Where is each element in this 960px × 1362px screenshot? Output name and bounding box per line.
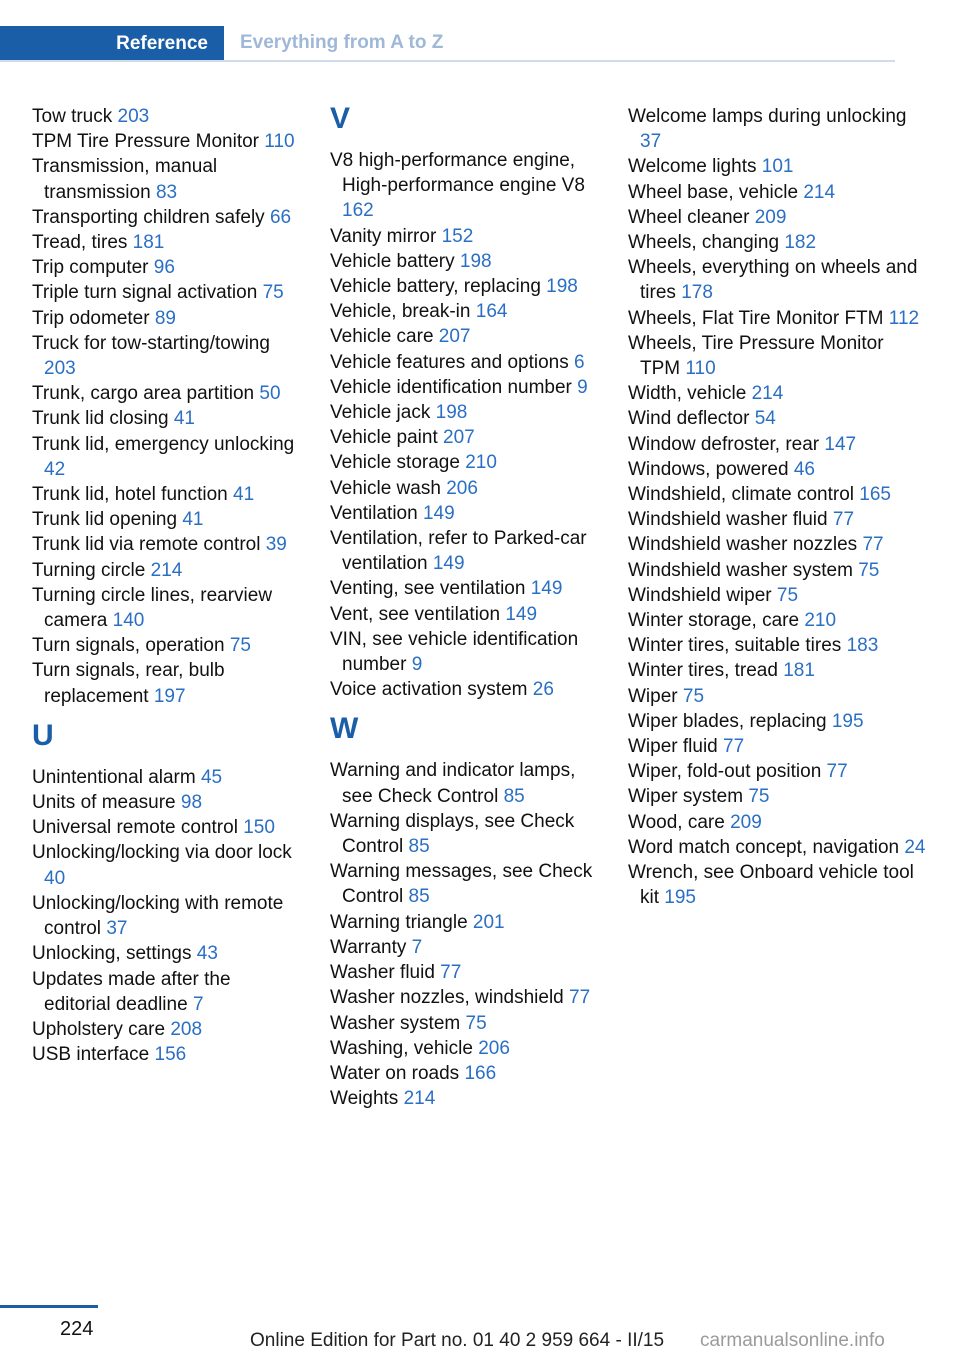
index-term: Windshield washer nozzles xyxy=(628,534,858,556)
index-term: Vehicle care xyxy=(330,326,434,348)
page-link[interactable]: 201 xyxy=(472,911,505,933)
index-entry xyxy=(628,633,928,658)
page-link[interactable]: 209 xyxy=(754,206,787,228)
index-entry xyxy=(628,180,928,205)
page-link[interactable]: 165 xyxy=(859,484,891,506)
index-term: Winter tires, tread xyxy=(628,660,778,682)
index-entry xyxy=(628,835,928,860)
page-link[interactable]: 181 xyxy=(132,232,165,254)
index-entry xyxy=(330,249,605,274)
index-term: Vehicle, break-in xyxy=(330,301,471,323)
index-entry xyxy=(32,280,302,305)
index-term: Washer nozzles, windshield xyxy=(330,987,564,1009)
page-link[interactable]: 77 xyxy=(826,761,848,783)
page-link[interactable]: 110 xyxy=(264,131,295,153)
page-link[interactable]: 6 xyxy=(574,351,585,373)
index-entry xyxy=(628,482,928,507)
index-term: Turn signals, operation xyxy=(32,635,225,657)
page-link[interactable]: 83 xyxy=(155,181,178,203)
index-entry xyxy=(628,306,928,331)
index-term: Warning displays, see Check Control xyxy=(330,810,575,858)
index-term: USB interface xyxy=(32,1044,150,1066)
index-column-3 xyxy=(628,104,928,911)
page-link[interactable]: 182 xyxy=(784,232,817,254)
index-entry xyxy=(628,709,928,734)
header-rule xyxy=(0,60,895,62)
page-link[interactable]: 85 xyxy=(408,886,430,908)
index-entry xyxy=(32,381,302,406)
index-entry xyxy=(628,104,928,154)
page-link[interactable]: 198 xyxy=(546,276,578,298)
page-link[interactable]: 77 xyxy=(862,534,884,556)
index-term: Warning messages, see Check Control xyxy=(330,861,593,908)
page-link[interactable]: 41 xyxy=(182,509,204,531)
index-term: Washing, vehicle xyxy=(330,1037,473,1059)
index-term: V8 high-performance engine, High-performance engine V8 xyxy=(330,150,585,197)
index-entry xyxy=(628,532,928,557)
index-term: Voice activation system xyxy=(330,679,528,701)
index-term: Trip odometer xyxy=(32,307,150,329)
index-entry xyxy=(32,815,302,840)
page-link[interactable]: 41 xyxy=(233,484,255,506)
index-entry xyxy=(32,941,302,966)
index-term: VIN, see vehicle identification number xyxy=(330,628,579,676)
page-link[interactable]: 9 xyxy=(411,654,423,676)
index-entry xyxy=(628,331,928,381)
tab-reference[interactable]: Reference xyxy=(0,26,224,62)
index-entry xyxy=(330,224,605,249)
index-term: Trunk lid, hotel function xyxy=(32,484,228,506)
index-entry xyxy=(330,910,605,935)
page-link[interactable]: 203 xyxy=(44,358,76,380)
index-term: Washer system xyxy=(330,1012,461,1034)
index-term: Wiper fluid xyxy=(628,736,718,758)
page-link[interactable]: 26 xyxy=(532,679,554,701)
index-term: Vehicle battery, replacing xyxy=(330,276,541,298)
index-entry xyxy=(628,507,928,532)
index-term: Wheels, Tire Pressure Monitor TPM xyxy=(628,332,884,380)
page-link[interactable]: 89 xyxy=(154,307,176,329)
page-link[interactable]: 149 xyxy=(422,502,455,524)
index-entry xyxy=(32,658,302,708)
page-link[interactable]: 183 xyxy=(846,635,879,657)
index-term: Wheel cleaner xyxy=(628,206,750,228)
index-entry xyxy=(330,375,605,400)
page-link[interactable]: 162 xyxy=(342,200,374,222)
index-entry xyxy=(330,809,605,859)
index-entry xyxy=(32,1042,302,1067)
index-letter-heading: U xyxy=(32,718,54,752)
index-term: Warranty xyxy=(330,936,407,958)
index-term: Unlocking/locking via door lock xyxy=(32,842,292,864)
page-link[interactable]: 214 xyxy=(751,383,784,405)
index-term: Welcome lights xyxy=(628,156,757,178)
index-term: Turn signals, rear, bulb replacement xyxy=(32,660,225,707)
index-term: Vehicle wash xyxy=(330,477,441,499)
index-entry xyxy=(32,790,302,815)
page-link[interactable]: 39 xyxy=(265,534,287,556)
index-term: Wheels, changing xyxy=(628,232,780,254)
page-link[interactable]: 164 xyxy=(475,301,508,323)
index-term: Winter tires, suitable tires xyxy=(628,635,842,657)
index-term: Trunk lid closing xyxy=(32,408,169,430)
index-entry xyxy=(628,255,928,305)
index-term: Wiper, fold-out position xyxy=(628,761,822,783)
page-link[interactable]: 85 xyxy=(503,785,525,807)
index-term: Venting, see ventilation xyxy=(330,578,526,600)
page-link[interactable]: 197 xyxy=(153,685,186,707)
page-link[interactable]: 110 xyxy=(685,358,716,380)
index-term: Wheels, everything on wheels and tires xyxy=(628,257,918,304)
index-term: Vehicle paint xyxy=(330,427,438,449)
index-entry xyxy=(32,331,302,381)
page-number: 224 xyxy=(60,1318,94,1340)
index-entry xyxy=(628,784,928,809)
page-link[interactable]: 96 xyxy=(153,257,175,279)
index-entry xyxy=(330,1086,605,1111)
index-entry xyxy=(628,658,928,683)
index-term: Universal remote control xyxy=(32,817,238,839)
page-link[interactable]: 75 xyxy=(262,282,284,304)
index-entry xyxy=(330,274,605,299)
index-letter-heading: V xyxy=(330,102,351,135)
index-term: Units of measure xyxy=(32,792,176,814)
page-link[interactable]: 206 xyxy=(446,477,478,499)
index-term: Triple turn signal activation xyxy=(32,282,258,304)
index-entry xyxy=(32,583,302,633)
page-link[interactable]: 7 xyxy=(192,993,204,1015)
page-link[interactable]: 42 xyxy=(44,458,66,480)
page-link[interactable]: 98 xyxy=(180,792,203,814)
index-entry xyxy=(330,758,605,808)
index-term: TPM Tire Pressure Monitor xyxy=(32,131,259,153)
page-link[interactable]: 152 xyxy=(441,225,474,247)
page-link[interactable]: 207 xyxy=(443,427,475,449)
page-link[interactable]: 195 xyxy=(664,887,696,909)
page-link[interactable]: 7 xyxy=(411,936,423,958)
page-link[interactable]: 75 xyxy=(682,685,705,707)
index-term: Trunk lid opening xyxy=(32,509,178,531)
index-entry xyxy=(330,450,605,475)
page-link[interactable]: 210 xyxy=(465,452,497,474)
index-term: Word match concept, navigation xyxy=(628,836,900,858)
index-term: Trip computer xyxy=(32,257,149,279)
page-link[interactable]: 75 xyxy=(776,584,799,606)
index-entry xyxy=(32,633,302,658)
index-entry xyxy=(330,602,605,627)
page-link[interactable]: 166 xyxy=(464,1062,497,1084)
page-link[interactable]: 214 xyxy=(403,1088,436,1110)
page-link[interactable]: 156 xyxy=(154,1044,187,1066)
page-link[interactable]: 112 xyxy=(888,307,920,329)
index-entry xyxy=(330,476,605,501)
index-term: Turning circle lines, rearview camera xyxy=(32,584,273,632)
index-entry xyxy=(330,1011,605,1036)
page-link[interactable]: 149 xyxy=(530,578,563,600)
index-entry xyxy=(32,967,302,1017)
index-entry xyxy=(32,558,302,583)
page-link[interactable]: 101 xyxy=(761,156,794,178)
index-term: Tread, tires xyxy=(32,232,128,254)
index-entry xyxy=(32,482,302,507)
index-entry xyxy=(32,306,302,331)
index-entry xyxy=(330,1061,605,1086)
index-term: Wiper blades, replacing xyxy=(628,710,827,732)
index-term: Vehicle storage xyxy=(330,452,460,474)
index-term: Transporting children safely xyxy=(32,206,265,228)
page-link[interactable]: 77 xyxy=(832,509,855,531)
page-link[interactable]: 37 xyxy=(640,131,662,153)
page-link[interactable]: 140 xyxy=(112,610,145,632)
index-entry xyxy=(330,627,605,677)
index-column-2 xyxy=(330,104,605,1111)
index-term: Trunk, cargo area partition xyxy=(32,383,255,405)
index-term: Windshield washer fluid xyxy=(628,509,828,531)
index-entry xyxy=(628,205,928,230)
tab-everything-a-to-z[interactable]: Everything from A to Z xyxy=(240,32,444,53)
index-entry xyxy=(628,810,928,835)
page-link[interactable]: 54 xyxy=(754,408,776,430)
index-entry xyxy=(330,960,605,985)
index-term: Wiper system xyxy=(628,786,744,808)
index-term: Turning circle xyxy=(32,559,146,581)
index-term: Trunk lid, emergency unlocking xyxy=(32,433,295,455)
index-entry xyxy=(32,432,302,482)
page-link[interactable]: 85 xyxy=(408,836,430,858)
footer-rule xyxy=(0,1305,98,1308)
index-entry xyxy=(330,148,605,224)
page-link[interactable]: 206 xyxy=(478,1037,510,1059)
page-link[interactable]: 77 xyxy=(569,987,591,1009)
index-entry xyxy=(32,891,302,941)
index-term: Tow truck xyxy=(32,106,113,127)
page-link[interactable]: 37 xyxy=(106,918,128,940)
index-entry xyxy=(330,299,605,324)
index-term: Ventilation xyxy=(330,502,418,524)
index-entry xyxy=(330,526,605,576)
page-link[interactable]: 50 xyxy=(259,383,281,405)
index-entry xyxy=(32,840,302,890)
page-link[interactable]: 41 xyxy=(173,408,195,430)
index-entry xyxy=(628,558,928,583)
index-column-1 xyxy=(32,104,302,1067)
index-term: Wood, care xyxy=(628,811,725,833)
index-entry xyxy=(628,684,928,709)
index-term: Vehicle jack xyxy=(330,402,431,424)
index-term: Trunk lid via remote control xyxy=(32,534,261,556)
index-entry xyxy=(330,350,605,375)
index-entry xyxy=(628,759,928,784)
index-entry xyxy=(628,734,928,759)
index-term: Wheel base, vehicle xyxy=(628,181,799,203)
index-entry xyxy=(628,381,928,406)
page-link[interactable]: 40 xyxy=(44,867,66,889)
page-link[interactable]: 181 xyxy=(783,660,815,682)
page-link[interactable]: 45 xyxy=(200,766,223,788)
index-entry xyxy=(330,677,605,702)
index-term: Warning and indicator lamps, see Check Control xyxy=(330,760,576,807)
page-link[interactable]: 149 xyxy=(432,553,465,575)
index-term: Wiper xyxy=(628,685,678,707)
page-link[interactable]: 207 xyxy=(438,326,471,348)
page-link[interactable]: 46 xyxy=(793,458,815,480)
index-entry xyxy=(32,255,302,280)
index-term: Weights xyxy=(330,1088,399,1110)
page-link[interactable]: 198 xyxy=(435,402,468,424)
index-entry xyxy=(330,1036,605,1061)
index-entry xyxy=(330,985,605,1010)
page-link[interactable]: 75 xyxy=(229,635,251,657)
index-term: Vehicle battery xyxy=(330,250,455,272)
index-term: Welcome lamps during unlocking xyxy=(628,106,907,127)
index-term: Window defroster, rear xyxy=(628,433,820,455)
index-entry xyxy=(628,154,928,179)
index-term: Windshield washer system xyxy=(628,559,853,581)
index-entry xyxy=(32,205,302,230)
section-header xyxy=(0,26,895,62)
page-link[interactable]: 208 xyxy=(170,1018,203,1040)
index-term: Vehicle features and options xyxy=(330,351,569,373)
index-term: Vent, see ventilation xyxy=(330,603,501,625)
index-term: Windows, powered xyxy=(628,458,789,480)
watermark: carmanualsonline.info xyxy=(700,1330,885,1351)
edition-note: Online Edition for Part no. 01 40 2 959 664 - II/15 xyxy=(250,1330,665,1351)
index-term: Warning triangle xyxy=(330,911,468,933)
index-term: Water on roads xyxy=(330,1062,460,1084)
index-term: Width, vehicle xyxy=(628,383,747,405)
index-term: Truck for tow-starting/towing xyxy=(32,332,270,354)
index-entry xyxy=(32,129,302,154)
index-term: Wind deflector xyxy=(628,408,750,430)
index-entry xyxy=(330,501,605,526)
page-link[interactable]: 24 xyxy=(904,836,926,858)
index-term: Washer fluid xyxy=(330,962,435,984)
page-link[interactable]: 9 xyxy=(577,376,588,398)
index-entry xyxy=(32,406,302,431)
index-entry xyxy=(32,154,302,204)
index-term: Upholstery care xyxy=(32,1018,166,1040)
page-link[interactable]: 43 xyxy=(196,943,218,965)
page-link[interactable]: 66 xyxy=(269,206,292,228)
page-link[interactable]: 75 xyxy=(748,786,770,808)
page-link[interactable]: 214 xyxy=(803,181,836,203)
index-entry xyxy=(330,576,605,601)
page-link[interactable]: 77 xyxy=(440,962,462,984)
index-term: Transmission, manual transmission xyxy=(32,156,218,203)
index-entry xyxy=(628,406,928,431)
page-link[interactable]: 198 xyxy=(459,250,492,272)
index-entry xyxy=(628,230,928,255)
index-entry xyxy=(32,532,302,557)
index-entry xyxy=(628,608,928,633)
index-entry xyxy=(628,457,928,482)
index-entry xyxy=(330,859,605,909)
page-link[interactable]: 75 xyxy=(858,559,880,581)
index-entry xyxy=(32,1017,302,1042)
page-link[interactable]: 150 xyxy=(243,817,275,839)
index-term: Unlocking/locking with remote control xyxy=(32,892,284,940)
index-entry xyxy=(32,230,302,255)
index-term: Wheels, Flat Tire Monitor FTM xyxy=(628,307,884,329)
index-entry xyxy=(32,765,302,790)
page-link[interactable]: 195 xyxy=(831,710,864,732)
page-link[interactable]: 203 xyxy=(117,106,150,127)
index-entry xyxy=(32,104,302,129)
index-term: Vehicle identification number xyxy=(330,376,572,398)
index-entry xyxy=(628,860,928,910)
index-letter-heading: W xyxy=(330,712,359,746)
page-link[interactable]: 209 xyxy=(730,811,762,833)
index-term: Wrench, see Onboard vehicle tool kit xyxy=(628,862,914,909)
index-entry xyxy=(330,425,605,450)
page-link[interactable]: 178 xyxy=(681,282,713,304)
index-entry xyxy=(628,583,928,608)
index-term: Updates made after the editorial deadline xyxy=(32,968,231,1015)
index-entry xyxy=(330,324,605,349)
page-link[interactable]: 147 xyxy=(824,433,857,455)
index-entry xyxy=(32,507,302,532)
page-link[interactable]: 214 xyxy=(150,559,183,581)
index-entry xyxy=(628,432,928,457)
index-term: Windshield wiper xyxy=(628,584,772,606)
index-term: Winter storage, care xyxy=(628,610,800,632)
index-term: Unlocking, settings xyxy=(32,943,192,965)
index-term: Windshield, climate control xyxy=(628,484,854,506)
index-term: Unintentional alarm xyxy=(32,766,196,788)
page-link[interactable]: 75 xyxy=(465,1012,487,1034)
index-term: Ventilation, refer to Parked-car ventilation xyxy=(330,528,587,575)
index-term: Vanity mirror xyxy=(330,225,437,247)
page-link[interactable]: 149 xyxy=(505,603,538,625)
index-entry xyxy=(330,400,605,425)
page-link[interactable]: 210 xyxy=(804,610,837,632)
page-link[interactable]: 77 xyxy=(723,736,745,758)
index-entry xyxy=(330,935,605,960)
